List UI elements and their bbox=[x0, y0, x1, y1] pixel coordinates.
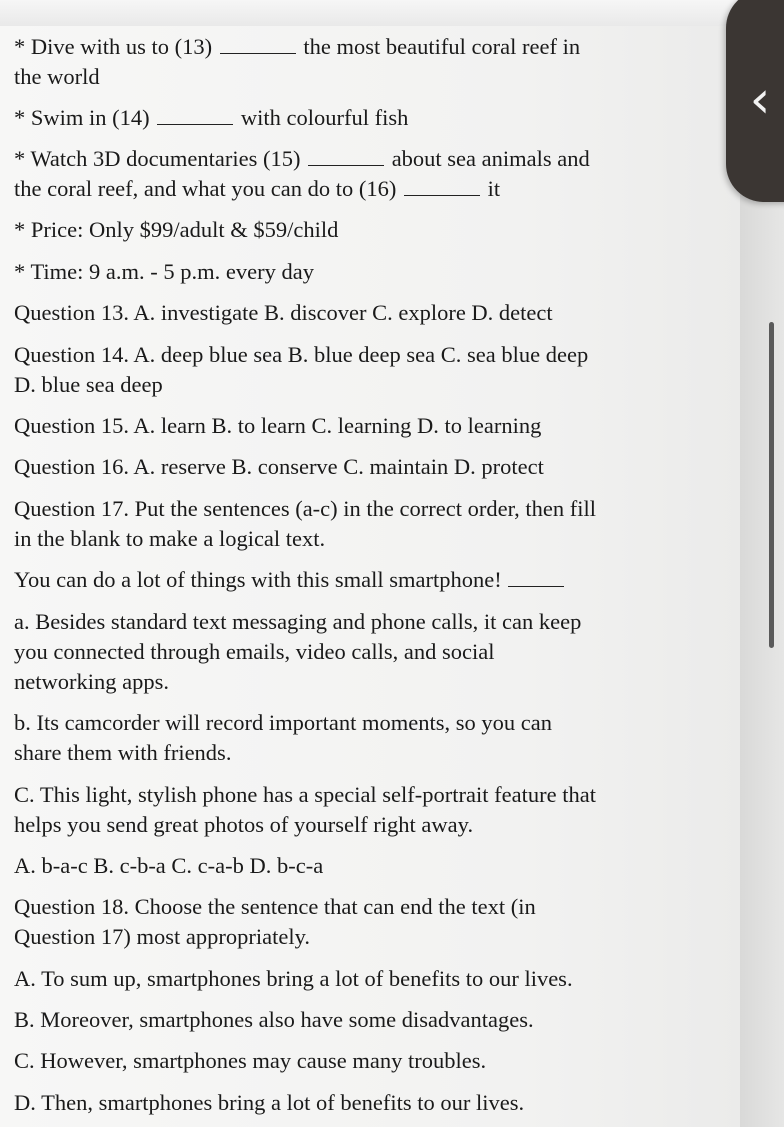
question-17-choices: A. b-a-c B. c-b-a C. c-a-b D. b-c-a bbox=[14, 853, 324, 878]
question-18-choice-c: C. However, smartphones may cause many troubles. bbox=[14, 1048, 487, 1073]
answer-blank-16 bbox=[404, 177, 480, 196]
text-line: You can do a lot of things with this small smartphone! bbox=[14, 565, 566, 595]
answer-blank-13 bbox=[220, 35, 296, 54]
question-18-choice-a: A. To sum up, smartphones bring a lot of benefits to our lives. bbox=[14, 966, 573, 991]
text-line: * Swim in (14) with colourful fish bbox=[14, 105, 409, 130]
question-16: Question 16. A. reserve B. conserve C. maintain D. protect bbox=[14, 454, 544, 479]
text-line: you connected through emails, video calls, and social bbox=[14, 639, 495, 664]
document-page bbox=[0, 26, 740, 1127]
question-18-choice-b: B. Moreover, smartphones also have some disadvantages. bbox=[14, 1007, 534, 1032]
chevron-left-icon[interactable]: ‹ bbox=[749, 70, 771, 130]
answer-blank-14 bbox=[157, 106, 233, 125]
answer-blank-15 bbox=[308, 147, 384, 166]
text-line: networking apps. bbox=[14, 669, 169, 694]
scrollbar-thumb[interactable] bbox=[769, 322, 774, 648]
question-15: Question 15. A. learn B. to learn C. learning D. to learning bbox=[14, 413, 542, 438]
text-line: share them with friends. bbox=[14, 740, 232, 765]
text-line: Question 17) most appropriately. bbox=[14, 924, 310, 949]
text-line: the world bbox=[14, 64, 100, 89]
text-line: * Dive with us to (13) the most beautiful coral reef in bbox=[14, 34, 581, 59]
question-13: Question 13. A. investigate B. discover C. explore D. detect bbox=[14, 300, 553, 325]
text-line: helps you send great photos of yourself right away. bbox=[14, 812, 474, 837]
question-14: Question 14. A. deep blue sea B. blue deep sea C. sea blue deep bbox=[14, 342, 589, 367]
text-line: * Watch 3D documentaries (15) about sea animals and bbox=[14, 146, 590, 171]
answer-blank-17 bbox=[508, 568, 564, 587]
question-17: Question 17. Put the sentences (a-c) in the correct order, then fill bbox=[14, 496, 597, 521]
text-line: * Time: 9 a.m. - 5 p.m. every day bbox=[14, 259, 314, 284]
question-18-choice-d: D. Then, smartphones bring a lot of benefits to our lives. bbox=[14, 1090, 525, 1115]
question-18: Question 18. Choose the sentence that can end the text (in bbox=[14, 894, 536, 919]
text-line: * Price: Only $99/adult & $59/child bbox=[14, 217, 339, 242]
text-line: in the blank to make a logical text. bbox=[14, 526, 326, 551]
text-line: D. blue sea deep bbox=[14, 372, 163, 397]
option-b-sentence: b. Its camcorder will record important moments, so you can bbox=[14, 710, 552, 735]
option-a-sentence: a. Besides standard text messaging and phone calls, it can keep bbox=[14, 609, 582, 634]
text-line: the coral reef, and what you can do to (16) it bbox=[14, 176, 501, 201]
top-edge bbox=[0, 0, 784, 27]
option-c-sentence: C. This light, stylish phone has a special self-portrait feature that bbox=[14, 782, 596, 807]
